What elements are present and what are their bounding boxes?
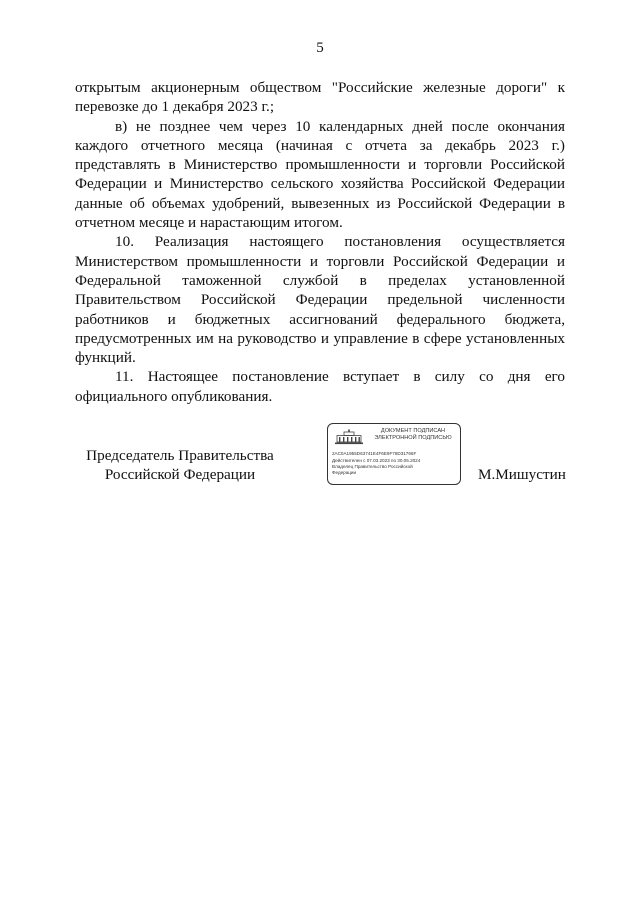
document-body [75,78,565,406]
signer-title-line1: Председатель Правительства [86,447,274,464]
signer-name: М.Мишустин [478,466,566,483]
page-number: 5 [316,40,324,56]
stamp-valid-period: Действителен с 07.03.2023 по 30.05.2024 [332,458,421,463]
paragraph-continuation: открытым акционерным обществом "Российские железные дороги" к перевозке до 1 декабря 2023 г.; [75,79,565,116]
stamp-heading-line1: ДОКУМЕНТ ПОДПИСАН [380,428,446,434]
stamp-heading-line2: ЭЛЕКТРОННОЙ ПОДПИСЬЮ [374,435,452,441]
electronic-signature-stamp [327,423,461,485]
government-emblem-icon [334,429,364,445]
stamp-owner-line2: Федерации [332,470,357,475]
signer-title-line2: Российской Федерации [104,466,256,484]
stamp-certificate: 2AC0A1955D63741E4F6E9F78D31766F [332,451,417,456]
signer-title [75,446,285,485]
signature-block [0,420,640,500]
paragraph-item-v: в) не позднее чем через 10 календарных дней после окончания каждого отчетного месяца (начиная с отчета за декабрь 2023 г.) представлять в Министерство промышленности и торговли Российской Федерации и Министерство сельского хозяйства Российской Федерации данные об объемах удобрений, вывезенных из Российской Федерации в отчетном месяце и нарастающим итогом. [75,117,565,232]
stamp-owner-line1: Владелец Правительство Российской [332,464,413,469]
paragraph-10: 10. Реализация настоящего постановления осуществляется Министерством промышленности и торговли Российской Федерации и Федеральной таможенной службой в пределах установленной Правительством Российской Федерации предельной численности работников и бюджетных ассигнований федерального бюджета, предусмотренных им на руководство и управление в сфере установленных функций. [75,233,565,367]
stamp-heading [368,428,458,442]
paragraph-11: 11. Настоящее постановление вступает в силу со дня его официального опубликования. [75,368,565,405]
